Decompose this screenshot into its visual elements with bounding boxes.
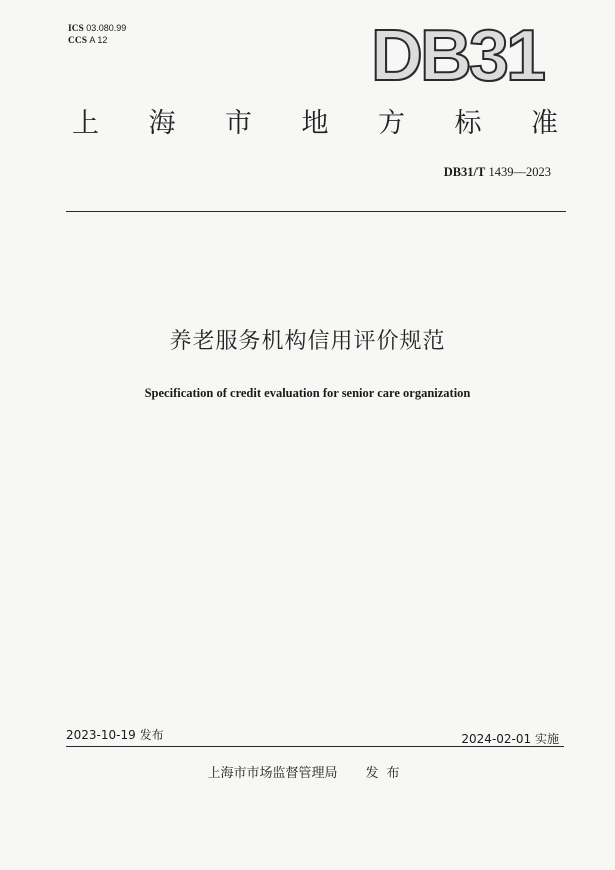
- standard-type-char: 方: [378, 108, 405, 139]
- ccs-classification: [68, 34, 107, 47]
- standard-type-char: 市: [225, 108, 252, 139]
- standard-number-prefix: DB31/T: [443, 165, 486, 179]
- standard-type-char: 上: [72, 108, 99, 139]
- publisher-name: 上海市市场监督管理局: [207, 766, 338, 781]
- standard-number: [444, 164, 551, 180]
- standard-type-heading: [72, 104, 558, 144]
- standard-type-char: 地: [301, 108, 329, 139]
- issue-date-label: 发布: [139, 728, 164, 742]
- db31-logo: DB31: [370, 16, 543, 96]
- ics-code: 03.080.99: [86, 23, 127, 33]
- issue-date-value: 2023-10-19: [66, 728, 136, 742]
- document-title-cn: 养老服务机构信用评价规范: [169, 329, 446, 354]
- standard-number-value: 1439—2023: [488, 165, 551, 179]
- publisher: [0, 764, 615, 784]
- standard-type-char: 标: [454, 108, 482, 139]
- implementation-date-value: 2024-02-01: [461, 732, 532, 746]
- document-title-en: Specification of credit evaluation for senior care organization: [144, 386, 471, 400]
- footer-divider: [66, 746, 564, 747]
- ics-label: ICS: [68, 24, 84, 34]
- ccs-code: A 12: [89, 35, 108, 45]
- standard-type-char: 海: [148, 108, 176, 139]
- implementation-date-label: 实施: [534, 732, 559, 746]
- header-divider: [66, 211, 566, 212]
- issue-date: [66, 726, 164, 744]
- publisher-action: 发布: [365, 766, 408, 781]
- ccs-label: CCS: [68, 36, 88, 46]
- standard-type-char: 准: [531, 108, 558, 139]
